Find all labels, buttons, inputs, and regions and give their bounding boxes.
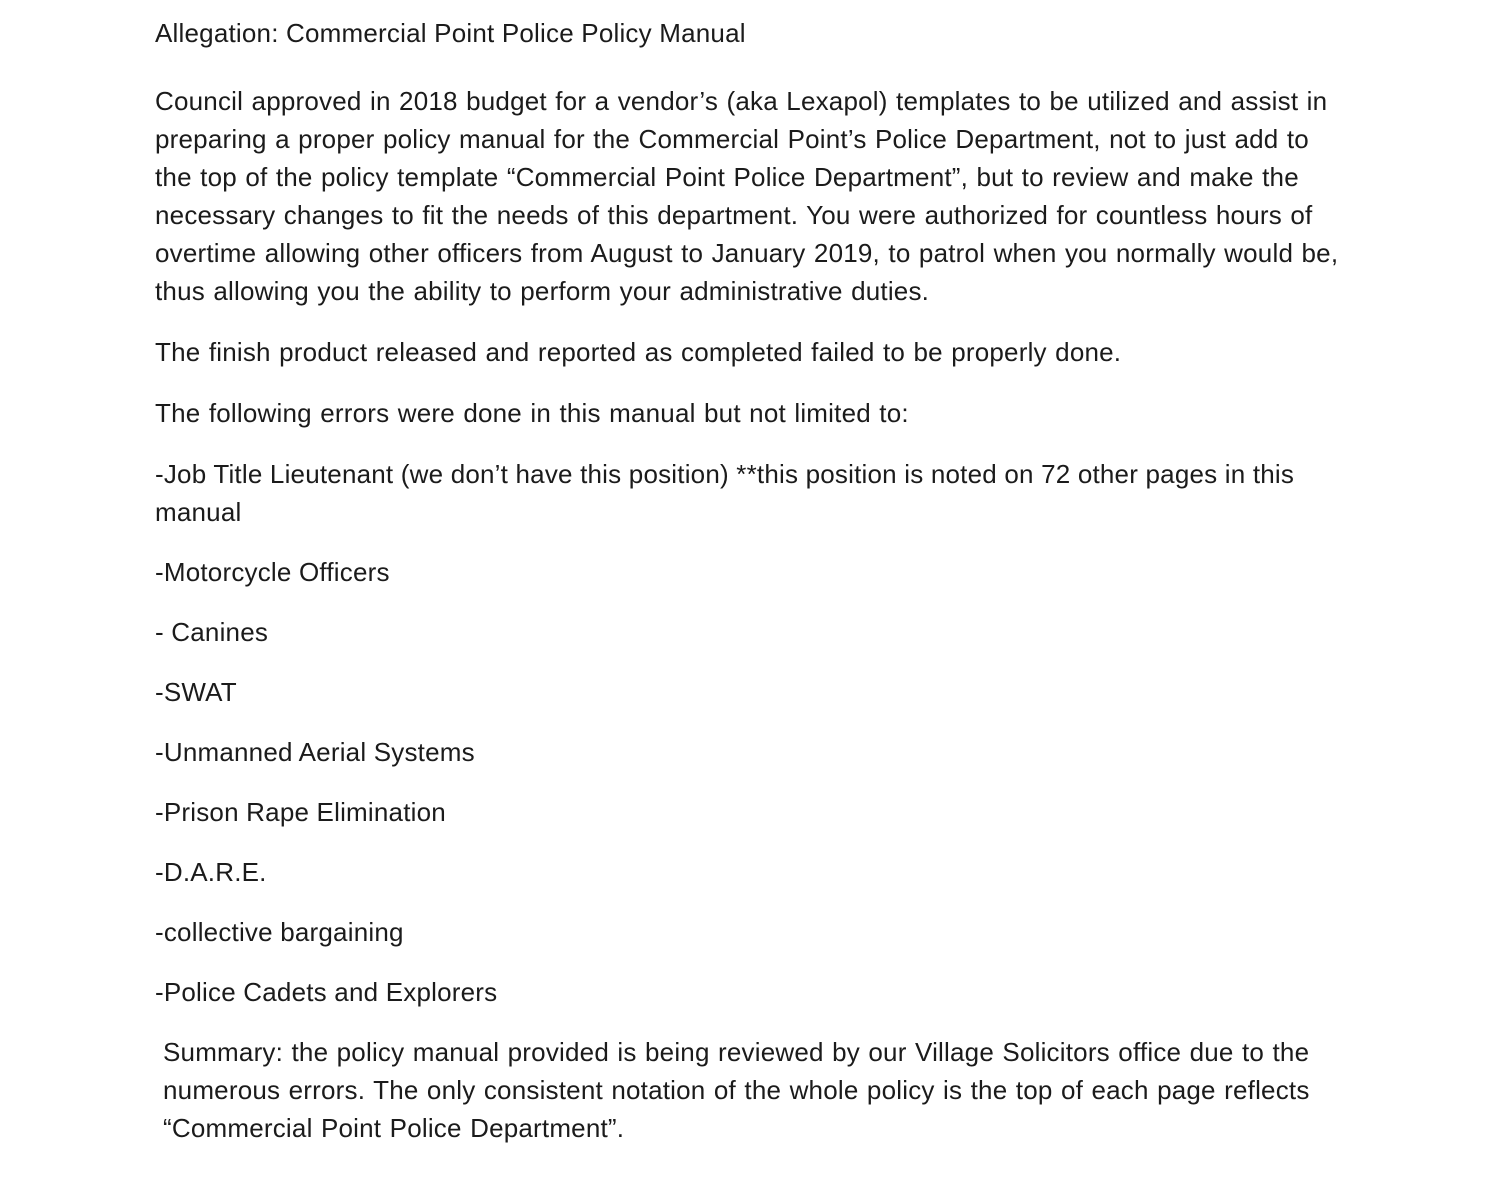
paragraph-finish-product: The finish product released and reported as completed failed to be properly done. [155,337,1122,367]
list-item-prison-rape-elimination: -Prison Rape Elimination [155,797,446,827]
paragraph-summary: Summary: the policy manual provided is being reviewed by our Village Solicitors office due to the numerous errors. The only consistent notation of the whole policy is the top of each page reflects “Commercial Point Police Department”. [163,1037,1310,1143]
list-item-canines: - Canines [155,617,269,647]
list-item-police-cadets-explorers: -Police Cadets and Explorers [155,977,498,1007]
paragraph-council-approved: Council approved in 2018 budget for a vendor’s (aka Lexapol) templates to be utilized and assist in preparing a proper policy manual for the Commercial Point’s Police Department, not to just add to the top of the policy template “Commercial Point Police Department”, but to review and make the necessary changes to fit the needs of this department. You were authorized for countless hours of overtime allowing other officers from August to January 2019, to patrol when you normally would be, thus allowing you the ability to perform your administrative duties. [155,86,1339,306]
list-item-dare: -D.A.R.E. [155,857,267,887]
list-item-collective-bargaining: -collective bargaining [155,917,404,947]
paragraph-following-errors: The following errors were done in this manual but not limited to: [155,398,909,428]
list-item-unmanned-aerial-systems: -Unmanned Aerial Systems [155,737,475,767]
document-title: Allegation: Commercial Point Police Policy Manual [155,18,746,48]
list-item-swat: -SWAT [155,677,237,707]
list-item-job-title-lieutenant: -Job Title Lieutenant (we don’t have this position) **this position is noted on 72 other pages in this manual [155,459,1295,527]
list-item-motorcycle-officers: -Motorcycle Officers [155,557,390,587]
error-list [155,455,1350,1011]
